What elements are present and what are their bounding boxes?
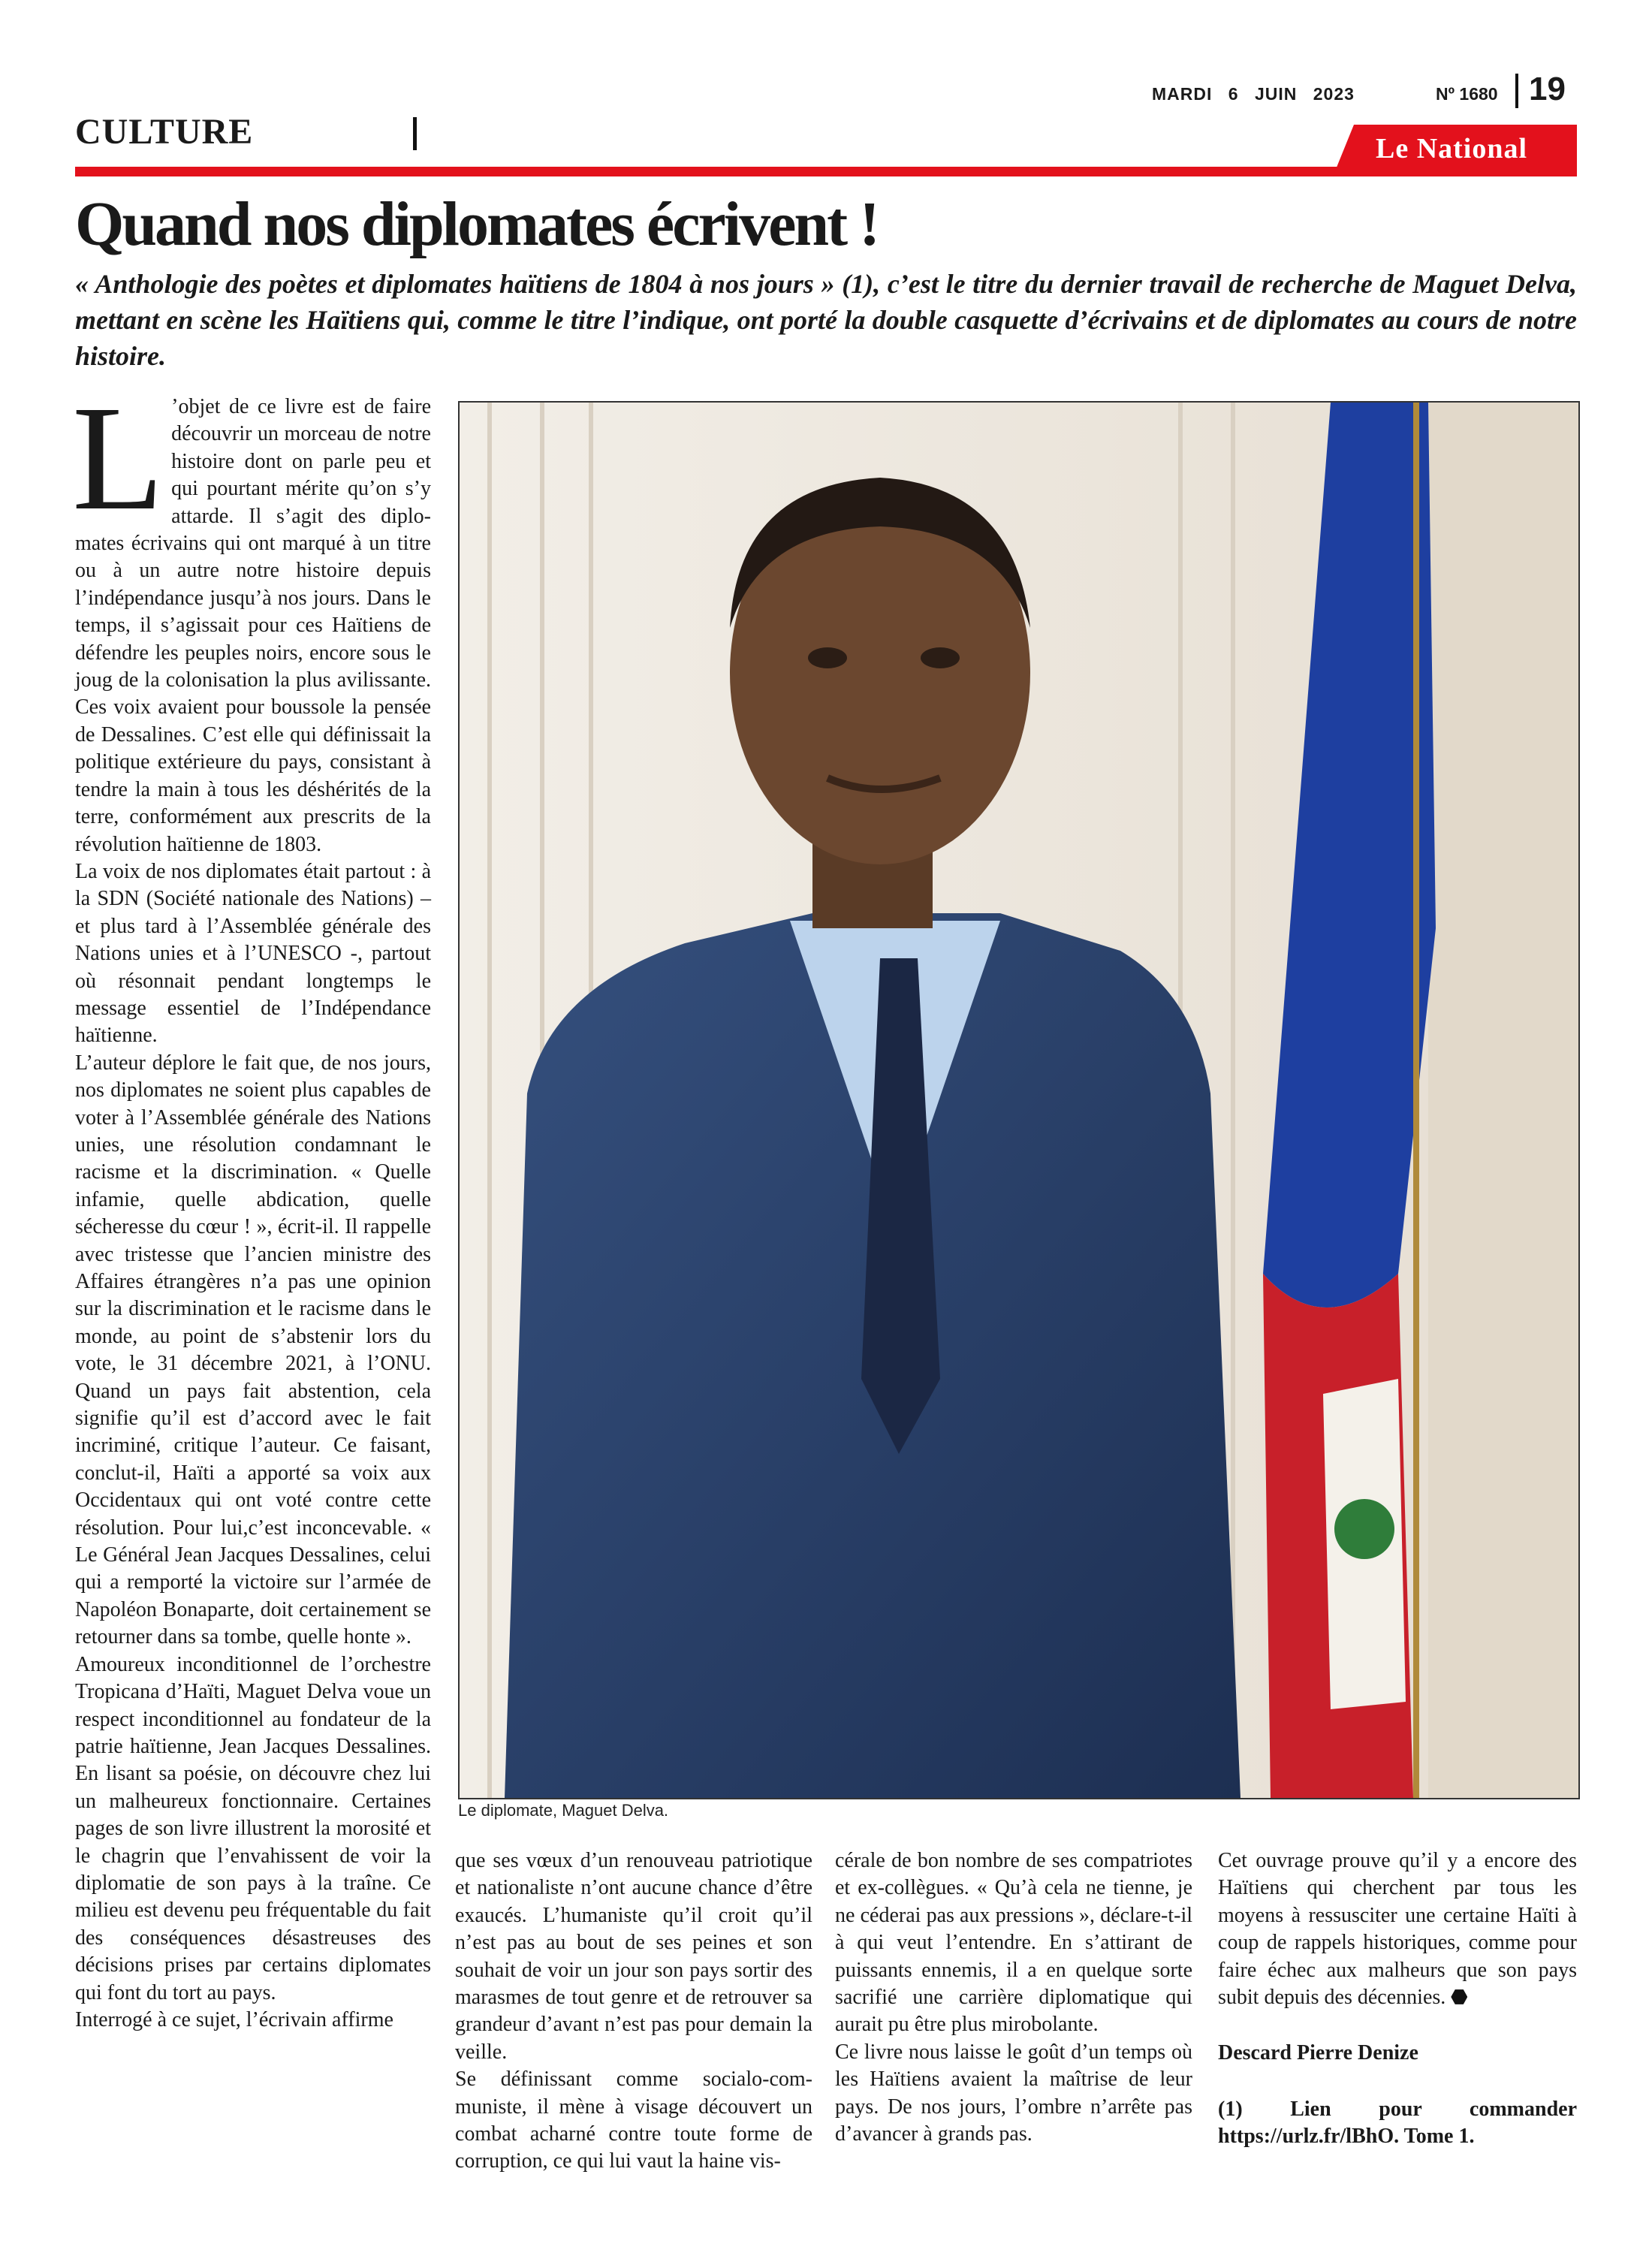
column-4 (1218, 1847, 1577, 2151)
column-1 (72, 376, 431, 2034)
lead-paragraph: L ’objet de ce livre est de faire découvrir un morceau de notre histoire dont on parle peu et qui pourtant mérite qu’on s’y attarde. Il s’agit des diplomates écrivains qui ont marqué à un titre ou à un autre notre histoire depuis l’indépendance jusqu’à nos jours. Dans le temps, il s’agissait pour ces Haïtiens de défendre les peuples noirs, encore sous le joug de la colonisation la plus avilissante. Ces voix avaient pour boussole la pensée de Dessalines. C’est elle qui définissait la politique extérieure du pays, consistant à tendre la main à tous les déshérités de la terre, conformément aux prescrits de la révolution haïtienne de 1803. (72, 376, 431, 856)
paragraph: Se définissant comme socialo-communiste, il mène à visage découvert un combat acharné contre toute forme de corruption, ce qui lui vaut la haine vis- (455, 2068, 812, 2173)
paragraph: Amoureux inconditionnel de l’orchestre Tropicana d’Haïti, Maguet Delva voue un respect inconditionnel au fondateur de la patrie haïtienne, Jean Jacques Dessalines. En lisant sa poésie, on découvre chez lui un malheureux fonctionnaire. Certaines pages de son livre illustrent la morosité et le chagrin que l’envahissent de voir la diplomatie de son pays à la traîne. Ce milieu est devenu peu fréquentable du fait des conséquences désastreuses des décisions prises par certains diplomates qui font du tort au pays. (75, 1652, 431, 2004)
portrait-illustration (460, 403, 1578, 1798)
paragraph: que ses vœux d’un renouveau patriotique et nationaliste n’ont aucune chance d’être exaucés. L’humaniste qu’il croit qu’il n’est pas au bout de ses peines et son souhait de voir un jour son pays sortir des marasmes de tout genre et de retrouver sa grandeur d’avant n’est pas pour demain la veille. (455, 1849, 812, 2064)
article-deck: « Anthologie des poètes et diplomates haïtiens de 1804 à nos jours » (1), c’est le titre du dernier travail de recherche de Maguet Delva, mettant en scène les Haïtiens qui, comme le titre l’indique, ont porté la double casquette d’écrivains et de diplomates au cours de notre histoire. (75, 269, 1577, 371)
article-photo (458, 401, 1580, 1799)
section-divider (413, 117, 417, 150)
paragraph: Interrogé à ce sujet, l’écrivain affirme (75, 2007, 393, 2031)
column-3 (835, 1847, 1192, 2148)
header-divider (1515, 74, 1518, 108)
paragraph: cérale de bon nombre de ses compatriotes et ex-collègues. « Qu’à cela ne tienne, je ne céderai pas aux pressions », déclare-t-il à qui veut l’entendre. En s’attirant de puissants ennemis, il a en quelque sorte sacrifié une carrière diplomatique qui aurait pu être plus mirobolante. (835, 1849, 1192, 2037)
paragraph: Cet ouvrage prouve qu’il y a encore des Haïtiens qui cherchent par tous les moyens à ressusciter une certaine Haïti à coup de rappels historiques, comme pour faire échec aux malheurs que son pays subit depuis des décennies. (1218, 1849, 1577, 2010)
paragraph: La voix de nos diplomates était partout : à la SDN (Société nationale des Nations) – et plus tard à l’Assemblée générale des Nations unies et à l’UNESCO -, partout où résonnait pendant longtemps le message essentiel de l’Indépendance haïtienne. (75, 859, 431, 1048)
author-byline: Descard Pierre Denize (1218, 2041, 1418, 2065)
headline: Quand nos diplomates écrivent ! (75, 189, 879, 259)
photo-caption: Le diplomate, Maguet Delva. (458, 1801, 669, 1820)
column-2 (455, 1847, 812, 2176)
section-label: CULTURE (75, 112, 254, 152)
issue-date: MARDI 6 JUIN 2023 (1152, 84, 1355, 104)
issue-number: Nº 1680 (1436, 84, 1498, 104)
footnote-link[interactable]: (1) Lien pour commander https://urlz.fr/lBhO. Tome 1. (1218, 2097, 1577, 2149)
publication-name: Le National (1376, 133, 1528, 164)
paragraph: Ce livre nous laisse le goût d’un temps où les Haïtiens avaient la maîtrise de leur pays. De nos jours, l’ombre n’arrête pas d’avancer à grands pas. (835, 2040, 1192, 2146)
drop-cap: L (72, 376, 164, 541)
page-number: 19 (1529, 71, 1566, 107)
paragraph: L’auteur déplore le fait que, de nos jours, nos diplomates ne soient plus capables de voter à l’Assemblée générale des Nations unies, une résolution condamnant le racisme et la discrimination. « Quelle infamie, quelle abdication, quelle sécheresse du cœur ! », écrit-il. Il rappelle avec tristesse que l’ancien ministre des Affaires étrangères n’a pas une opinion sur la discrimination et le racisme dans le monde, au point de s’abstenir lors du vote, le 31 décembre 2021, à l’ONU. Quand un pays fait abstention, cela signifie qu’il est d’accord avec le fait incriminé, critique l’auteur. Ce faisant, conclut-il, Haïti a apporté sa voix aux Occidentaux qui ont voté contre cette résolution. Pour lui,c’est inconcevable. « Le Général Jean Jacques Dessalines, celui qui a remporté la victoire sur l’armée de Napoléon Bonaparte, doit certainement se retourner dans sa tombe, quelle honte ». (75, 1051, 431, 1649)
end-mark-icon (1451, 1989, 1467, 2005)
